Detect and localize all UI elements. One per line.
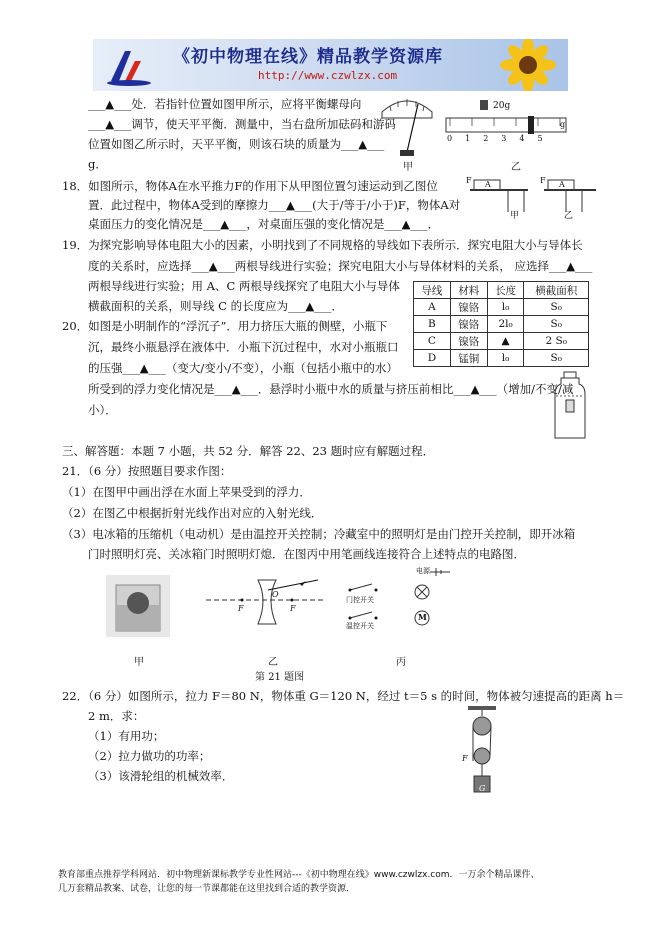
q17-line1: ___▲___处．若指针位置如图甲所示，应将平衡螺母向: [88, 97, 362, 111]
temp-switch-label: 温控开关: [346, 622, 374, 630]
q21-caption-b: 乙: [268, 657, 278, 668]
q19-line1: 19．为探究影响导体电阻大小的因素，小明找到了不同规格的导线如下表所示．探究电阻大小与导体长: [62, 238, 583, 252]
q21-line0: 21．（6 分）按照题目要求作图：: [62, 464, 232, 478]
q20-line5: 小）．: [88, 403, 117, 417]
sunflower-icon: [488, 39, 568, 91]
q22-line3: （2）拉力做功的功率；: [88, 749, 211, 763]
cartesian-diver-figure: [553, 370, 587, 442]
q18-caption-a: 甲: [510, 211, 520, 221]
table-row: B 镍铬 2l₀ S₀: [414, 316, 589, 333]
balance-pointer-figure: [378, 92, 436, 160]
wire-table: [413, 281, 589, 367]
q17-caption-b: 乙: [511, 162, 521, 173]
ruler-unit: g: [560, 120, 566, 129]
q17-caption-a: 甲: [403, 162, 413, 173]
apple-in-water-figure: [106, 575, 170, 637]
table-header: 长度: [487, 282, 524, 299]
q20-line3: 的压强___▲___（变大/变小/不变），小瓶（包括小瓶中的水）: [88, 361, 398, 375]
table-row: A 镍铬 l₀ S₀: [414, 299, 589, 316]
lens-figure: [206, 578, 326, 628]
q21-line2: （2）在图乙中根据折射光线作出对应的入射光线．: [62, 506, 323, 520]
q21-figure-caption: 第 21 题图: [255, 672, 305, 683]
q21-line3: （3）电冰箱的压缩机（电动机）是由温控开关控制；冷藏室中的照明灯是由门控开关控制，即开冰箱: [62, 527, 576, 541]
q22-line2: （1）有用功；: [88, 729, 165, 743]
table-header: 导线: [414, 282, 451, 299]
q17-line2: ___▲___调节，使天平平衡．测量中，当右盘所加砝码和游码: [88, 117, 396, 131]
q18-f-label-b: F: [540, 176, 546, 185]
pulley-f-label: F: [462, 754, 468, 763]
pulley-g-label: G: [479, 784, 486, 793]
q18-line1: 18．如图所示，物体A在水平推力F的作用下从甲图位置匀速运动到乙图位: [62, 179, 438, 193]
lens-f2-label: F: [290, 604, 296, 613]
q17-line3: 位置如图乙所示时，天平平衡，则该石块的质量为___▲___: [88, 137, 385, 151]
pulley-figure: [462, 706, 502, 796]
table-row: C 镍铬 ▲ 2 S₀: [414, 333, 589, 350]
q22-line4: （3）该滑轮组的机械效率．: [88, 769, 234, 783]
q18-line2: 置．此过程中，物体A受到的摩擦力___▲___(大于/等于/小于)F，物体A对: [88, 198, 461, 212]
q19-line2: 度的关系时，应选择___▲___两根导线进行实验；探究电阻大小与导体材料的关系， 应选择___▲___: [88, 259, 593, 273]
q17-line4: g．: [88, 157, 107, 171]
footer-line1: 教育部重点推荐学科网站．初中物理新课标教学专业性网站---《初中物理在线》www.czwlzx.com．一万余个精品课件、: [58, 870, 540, 880]
q19-line3: 两根导线进行实验；用 A、C 两根导线探究了电阻大小与导体: [88, 279, 400, 293]
q21-caption-c: 丙: [396, 657, 406, 668]
q19-line4: 横截面积的关系，则导线 C 的长度应为___▲___．: [88, 299, 343, 313]
q18-a-label-b: A: [559, 180, 565, 189]
weight-icon: [480, 100, 488, 110]
door-switch-label: 门控开关: [346, 596, 374, 604]
banner-title: 《初中物理在线》精品教学资源库: [173, 47, 443, 67]
ruler-ticks: 012345: [447, 134, 556, 143]
table-row: D 锰铜 l₀ S₀: [414, 350, 589, 367]
q20-line1: 20．如图是小明制作的“浮沉子”．用力挤压大瓶的侧壁，小瓶下: [62, 319, 388, 333]
logo-icon: [105, 45, 153, 87]
q21-caption-a: 甲: [134, 657, 144, 668]
table-header: 材料: [450, 282, 487, 299]
footer-line2: 几万套精品教案、试卷，让您的每一节课都能在这里找到合适的教学资源．: [58, 884, 356, 894]
q18-a-label-a: A: [485, 180, 491, 189]
q21-line4: 门时照明灯亮、关冰箱门时照明灯熄．在图丙中用笔画线连接符合上述特点的电路图．: [88, 547, 525, 561]
section3-title: 三、解答题：本题 7 小题，共 52 分．解答 22、23 题时应有解题过程．: [62, 444, 435, 458]
banner-url[interactable]: http://www.czwlzx.com: [258, 69, 398, 82]
q18-caption-b: 乙: [564, 211, 574, 221]
q21-line1: （1）在图甲中画出浮在水面上苹果受到的浮力．: [62, 485, 311, 499]
q18-line3: 桌面压力的变化情况是___▲___，对桌面压强的变化情况是___▲___．: [88, 217, 440, 231]
table-header-row: [414, 282, 589, 299]
lens-f1-label: F: [238, 604, 244, 613]
motor-label: M: [418, 612, 427, 622]
q22-line1: 2 m．求：: [88, 709, 145, 723]
weight-label: 20g: [493, 101, 511, 111]
page-footer: [58, 868, 540, 896]
lens-o-label: O: [272, 590, 279, 599]
header-banner: [93, 39, 568, 91]
q18-f-label-a: F: [466, 176, 472, 185]
table-header: 横截面积: [524, 282, 589, 299]
q20-line2: 沉，最终小瓶悬浮在液体中．小瓶下沉过程中，水对小瓶瓶口: [88, 340, 399, 354]
power-label: 电源: [416, 567, 430, 575]
q20-line4: 所受到的浮力变化情况是___▲___．悬浮时小瓶中水的质量与挤压前相比___▲___（增加/不变/减: [88, 382, 574, 396]
q22-line0: 22．（6 分）如图所示，拉力 F＝80 N，物体重 G＝120 N，经过 t＝5 s 的时间，物体被匀速提高的距离 h＝: [62, 689, 625, 703]
